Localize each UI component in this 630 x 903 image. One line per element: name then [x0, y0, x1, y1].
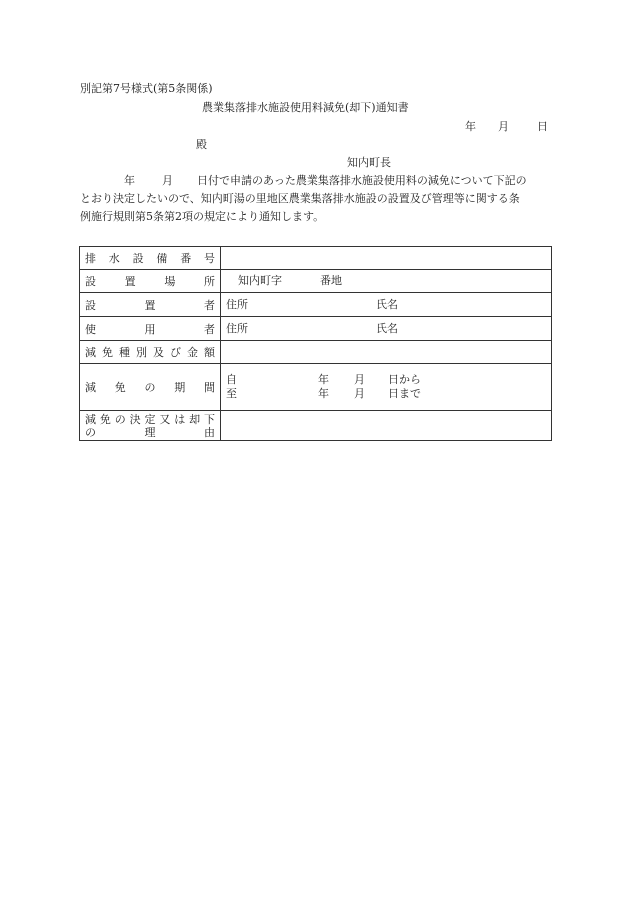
table-row-user — [80, 317, 552, 341]
body-line-1 — [80, 172, 552, 190]
value-reduction-type-and-amount[interactable] — [221, 341, 552, 364]
issue-date — [0, 120, 630, 134]
table-row-location — [80, 270, 552, 293]
value-decision-reason[interactable] — [221, 411, 552, 441]
issuer-name: 知内町長 — [347, 156, 391, 169]
user-address-label: 住所 — [226, 321, 248, 335]
date-year-label: 年 — [465, 120, 476, 133]
label-installer: 設 置 者 — [80, 293, 221, 317]
label-installation-location: 設 置 場 所 — [80, 270, 221, 293]
form-number: 別記第7号様式(第5条関係) — [80, 82, 213, 95]
body-year-label: 年 — [124, 174, 135, 187]
label-reduction-period: 減 免 の 期 間 — [80, 364, 221, 411]
body-line-2: とおり決定したいので、知内町湯の里地区農業集落排水施設の設置及び管理等に関する条 — [80, 192, 520, 205]
table-row-installer — [80, 293, 552, 317]
value-reduction-period[interactable] — [221, 364, 552, 411]
value-installation-location[interactable] — [221, 270, 552, 293]
body-line-1-text: 日付で申請のあった農業集落排水施設使用料の減免について下記の — [197, 174, 527, 187]
table-row-period — [80, 364, 552, 411]
period-from-row: 自 年 月 日から — [226, 373, 421, 386]
table-row-reduction-type — [80, 341, 552, 364]
location-banchi-label: 番地 — [320, 274, 342, 287]
table-row-reason — [80, 411, 552, 441]
label-user: 使 用 者 — [80, 317, 221, 341]
body-month-label: 月 — [162, 174, 173, 187]
label-decision-reason: 減 免 の 決 定 又 は 却 下 の 理 由 — [80, 411, 221, 441]
document-title: 農業集落排水施設使用料減免(却下)通知書 — [202, 101, 409, 114]
notice-body — [80, 172, 552, 226]
value-installer[interactable] — [221, 293, 552, 317]
user-name-label: 氏名 — [376, 321, 398, 335]
date-month-label: 月 — [498, 120, 509, 133]
period-to-row: 至 年 月 日まで — [226, 387, 421, 400]
label-reduction-type-and-amount: 減 免 種 別 及 び 金 額 — [80, 341, 221, 364]
date-day-label: 日 — [537, 120, 548, 133]
installer-name-label: 氏名 — [376, 297, 398, 311]
table-row-drain-number — [80, 247, 552, 270]
location-town-label: 知内町字 — [238, 274, 282, 287]
value-user[interactable] — [221, 317, 552, 341]
value-drain-equipment-number[interactable] — [221, 247, 552, 270]
addressee-suffix: 殿 — [196, 138, 207, 151]
installer-address-label: 住所 — [226, 297, 248, 311]
label-drain-equipment-number: 排 水 設 備 番 号 — [80, 247, 221, 270]
body-line-3: 例施行規則第5条第2項の規定により通知します。 — [80, 210, 325, 223]
notice-form-table — [79, 246, 552, 441]
